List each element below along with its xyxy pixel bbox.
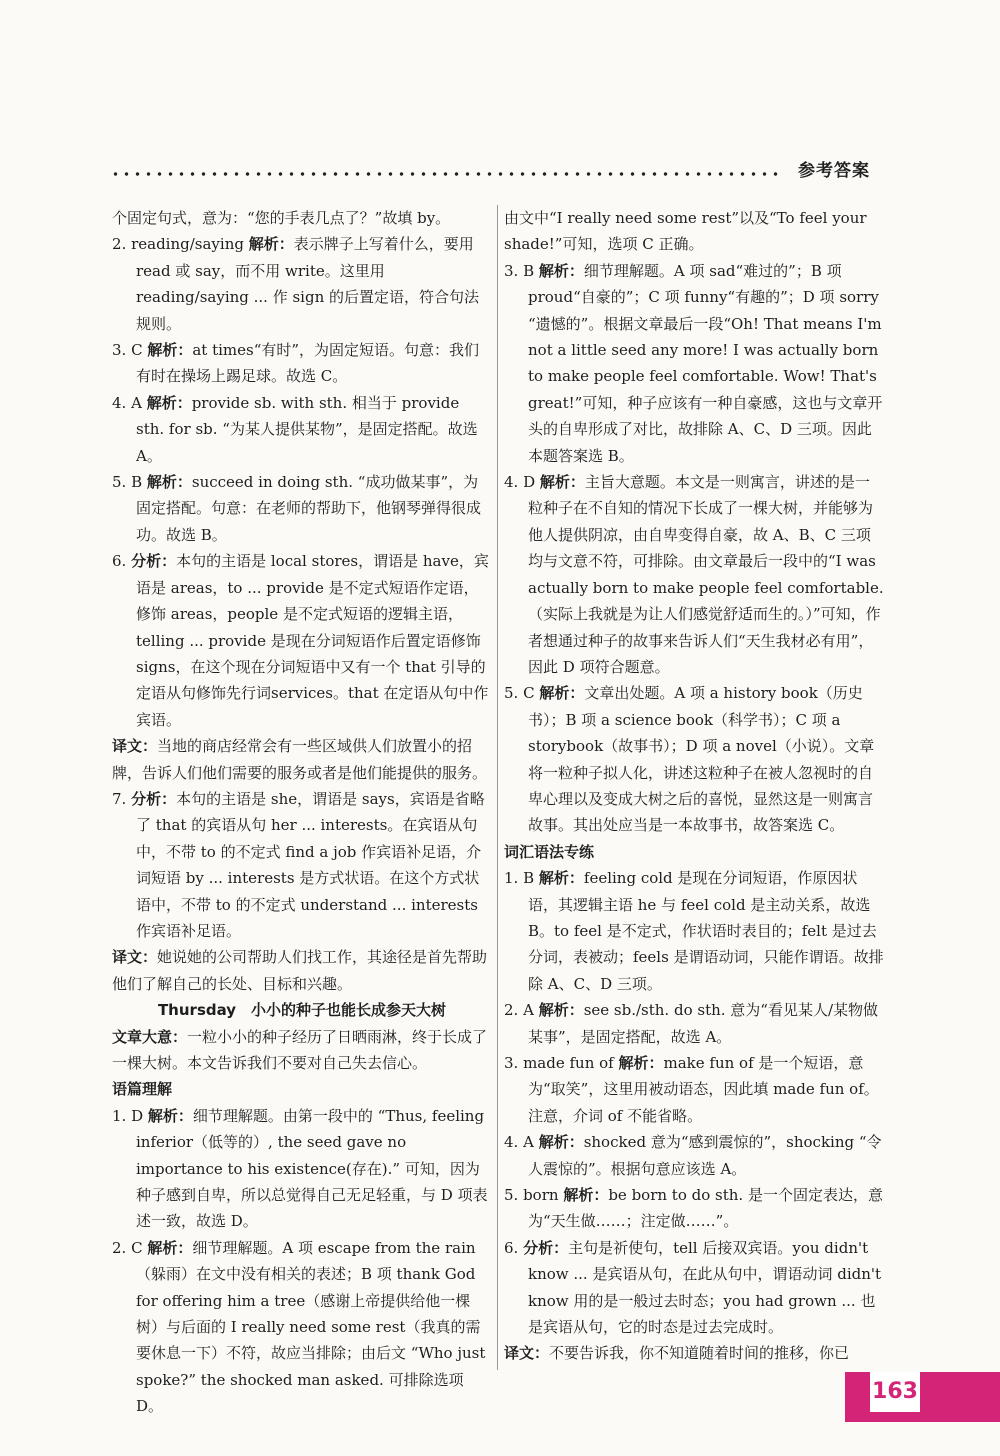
page-number: 163 [870,1372,920,1412]
answer-item [112,1024,492,1077]
answer-number: 3. C [112,341,148,360]
answer-label: 解析： [539,684,585,703]
answer-label: 分析： [131,789,177,808]
right-column [504,205,884,1367]
answer-item [112,786,492,944]
answer-item [112,390,492,469]
section-heading: 语篇理解 [112,1080,173,1099]
answer-label: 解析： [538,1133,584,1152]
answer-number: 4. D [504,473,540,492]
answer-number: 7. [112,789,132,808]
answer-item [112,548,492,733]
column-divider [497,205,498,1370]
answer-number: 5. C [504,684,540,703]
answer-item [112,733,492,786]
answer-label: 解析： [147,341,193,360]
answer-text: 细节理解题。A 项 escape from the rain（躲雨）在文中没有相关的表述；B 项 thank God for offering him a tree（感谢上帝提供给他一棵树）与后面的 I really need some rest（我真的需要休息一下）不符，故应当排除；由后文 “Who just spoke?” the shocked man asked. 可排除选项 D。 [136,1238,486,1416]
answer-label: 解析： [563,1186,609,1205]
answer-text: 表示牌子上写着什么，要用 read 或 say，而不用 write。这里用 reading/saying ... 作 sign 的后置定语，符合句法规则。 [136,235,480,333]
answer-number: 1. B [504,869,539,888]
header-title: 参考答案 [798,161,870,181]
answer-item [504,1182,884,1235]
answer-item [504,1340,884,1366]
answer-item [112,1235,492,1420]
answer-item [504,258,884,469]
answer-text: 当地的商店经常会有一些区域供人们放置小的招牌，告诉人们他们需要的服务或者是他们能提供的服务。 [112,737,488,782]
answer-text: 主旨大意题。本文是一则寓言，讲述的是一粒种子在不自知的情况下长成了一棵大树，并能够为他人提供阴凉，由自卑变得自豪，故 A、B、C 三项均与文意不符，可排除。由文章最后一段中的“I was actually born to make people feel comfortable.（实际上我就是为让人们感觉舒适而生的。）”可知，作者想通过种子的故事来告诉人们“天生我材必有用”，因此 D 项符合题意。 [528,473,884,676]
answer-item [112,231,492,337]
answer-label: 解析： [147,1106,193,1125]
answer-label: 译文： [504,1344,550,1363]
answer-number: 4. A [504,1133,539,1152]
answer-label: 译文： [112,737,158,756]
answer-item [504,1050,884,1129]
answer-item [112,337,492,390]
answer-item [504,997,884,1050]
answer-text: at times“有时”，为固定短语。句意：我们有时在操场上踢足球。故选 C。 [136,341,480,386]
answer-number: 5. B [112,473,147,492]
answer-text: 细节理解题。由第一段中的 “Thus, feeling inferior（低等的）, the seed gave no importance to his existence(存在).” 可知，因为种子感到自卑，所以总觉得自己无足轻重，与 D 项表述一致，故选 D。 [136,1106,488,1231]
answer-number: 2. A [504,1001,539,1020]
answer-text: 不要告诉我，你不知道随着时间的推移，你已 [549,1344,850,1363]
answer-label: 解析： [147,1238,193,1257]
answer-text: 文章出处题。A 项 a history book（历史书）；B 项 a science book（科学书）；C 项 a storybook（故事书）；D 项 a novel（小说）。文章将一粒种子拟人化，讲述这粒种子在被人忽视时的自卑心理以及变成大树之后的喜悦，显然这是一则寓言故事。其出处应当是一本故事书，故答案选 C。 [528,684,875,835]
answer-number: 3. made fun of [504,1054,619,1072]
answer-text: shocked 意为“感到震惊的”，shocking “令人震惊的”。根据句意应该选 A。 [528,1133,882,1178]
answer-text: see sb./sth. do sth. 意为“看见某人/某物做某事”，是固定搭配，故选 A。 [528,1001,879,1046]
answer-number: 6. [504,1238,524,1257]
answer-item [504,680,884,838]
answer-text: make fun of 是一个短语，意为“取笑”，这里用被动语态，因此填 made fun of。注意，介词 of 不能省略。 [528,1054,879,1125]
answer-number: 2. C [112,1238,148,1257]
answer-item [504,1129,884,1182]
answer-label: 解析： [538,1001,584,1020]
dotted-rule [110,168,780,180]
answer-label: 解析： [146,393,192,412]
answer-text: 一粒小小的种子经历了日晒雨淋，终于长成了一棵大树。本文告诉我们不要对自己失去信心。 [112,1027,488,1072]
continuation-text: 由文中“I really need some rest”以及“To feel your shade!”可知，选项 C 正确。 [504,209,867,254]
answer-text: 主句是祈使句，tell 后接双宾语。you didn't know ... 是宾语从句，在此从句中，谓语动词 didn't know 用的是一般过去时态；you had grown ... 也是宾语从句，它的时态是过去完成时。 [528,1238,882,1337]
answer-label: 解析： [146,473,192,492]
answer-label: 分析： [131,552,177,571]
answer-label: 文章大意： [112,1027,188,1046]
answer-text: provide sb. with sth. 相当于 provide sth. for sb. “为某人提供某物”，是固定搭配。故选 A。 [136,393,478,465]
answer-text: feeling cold 是现在分词短语，作原因状语，其逻辑主语 he 与 feel cold 是主动关系，故选 B。to feel 是不定式，作状语时表目的；felt 是过去分词，表被动；feels 是谓语动词，只能作谓语。故排除 A、C、D 三项。 [528,869,884,993]
answer-item [504,865,884,997]
answer-number: 6. [112,552,132,571]
answer-number: 2. reading/saying [112,235,249,254]
answer-number: 4. A [112,393,147,412]
answer-label: 解析： [618,1054,664,1072]
section-heading: 词汇语法专练 [504,842,595,861]
answer-number: 1. D [112,1106,148,1125]
left-column [112,205,492,1420]
answer-item [504,1235,884,1341]
answer-label: 解析： [248,235,294,254]
answer-number: 5. born [504,1186,564,1205]
answer-item [504,469,884,680]
answer-text: succeed in doing sth. “成功做某事”，为固定搭配。句意：在老师的帮助下，他钢琴弹得很成功。故选 B。 [136,473,482,544]
answer-item [112,944,492,997]
answer-text: be born to do sth. 是一个固定表达，意为“天生做……；注定做……”。 [528,1186,883,1231]
answer-label: 分析： [523,1238,569,1257]
answer-text: 本句的主语是 she，谓语是 says，宾语是省略了 that 的宾语从句 her ... interests。在宾语从句中，不带 to 的不定式 find a job 作宾语补足语，介词短语 by ... interests 是方式状语。在这个方式状语中，不带 to 的不定式 understand ... interests 作宾语补足语。 [136,789,485,940]
page-badge [845,1372,1000,1422]
answer-label: 译文： [112,948,158,967]
answer-item [112,469,492,548]
answer-label: 解析： [539,473,585,492]
answer-text: 她说她的公司帮助人们找工作，其途径是首先帮助他们了解自己的长处、目标和兴趣。 [112,948,488,993]
lesson-title: Thursday 小小的种子也能长成参天大树 [157,1001,447,1020]
answer-label: 解析： [538,869,584,888]
answer-item [112,1103,492,1235]
answer-number: 3. B [504,261,539,280]
page-header [110,158,870,198]
continuation-text: 个固定句式，意为：“您的手表几点了？”故填 by。 [112,209,451,227]
answer-text: 本句的主语是 local stores，谓语是 have，宾语是 areas，to ... provide 是不定式短语作定语，修饰 areas，people 是不定式短语的逻辑主语，telling ... provide 是现在分词短语作后置定语修饰 signs，在这个现在分词短语中又有一个 that 引导的定语从句修饰先行词services。that 在定语从句中作宾语。 [136,552,489,729]
answer-text: 细节理解题。A 项 sad“难过的”；B 项 proud“自豪的”；C 项 funny“有趣的”；D 项 sorry “遗憾的”。根据文章最后一段“Oh! That means I'm not a little seed any more! I was actually born to make people feel comfortable. Wow! That's great!”可知，种子应该有一种自豪感，这也与文章开头的自卑形成了对比，故排除 A、C、D 三项。因此本题答案选 B。 [528,261,883,465]
answer-label: 解析： [538,261,584,280]
